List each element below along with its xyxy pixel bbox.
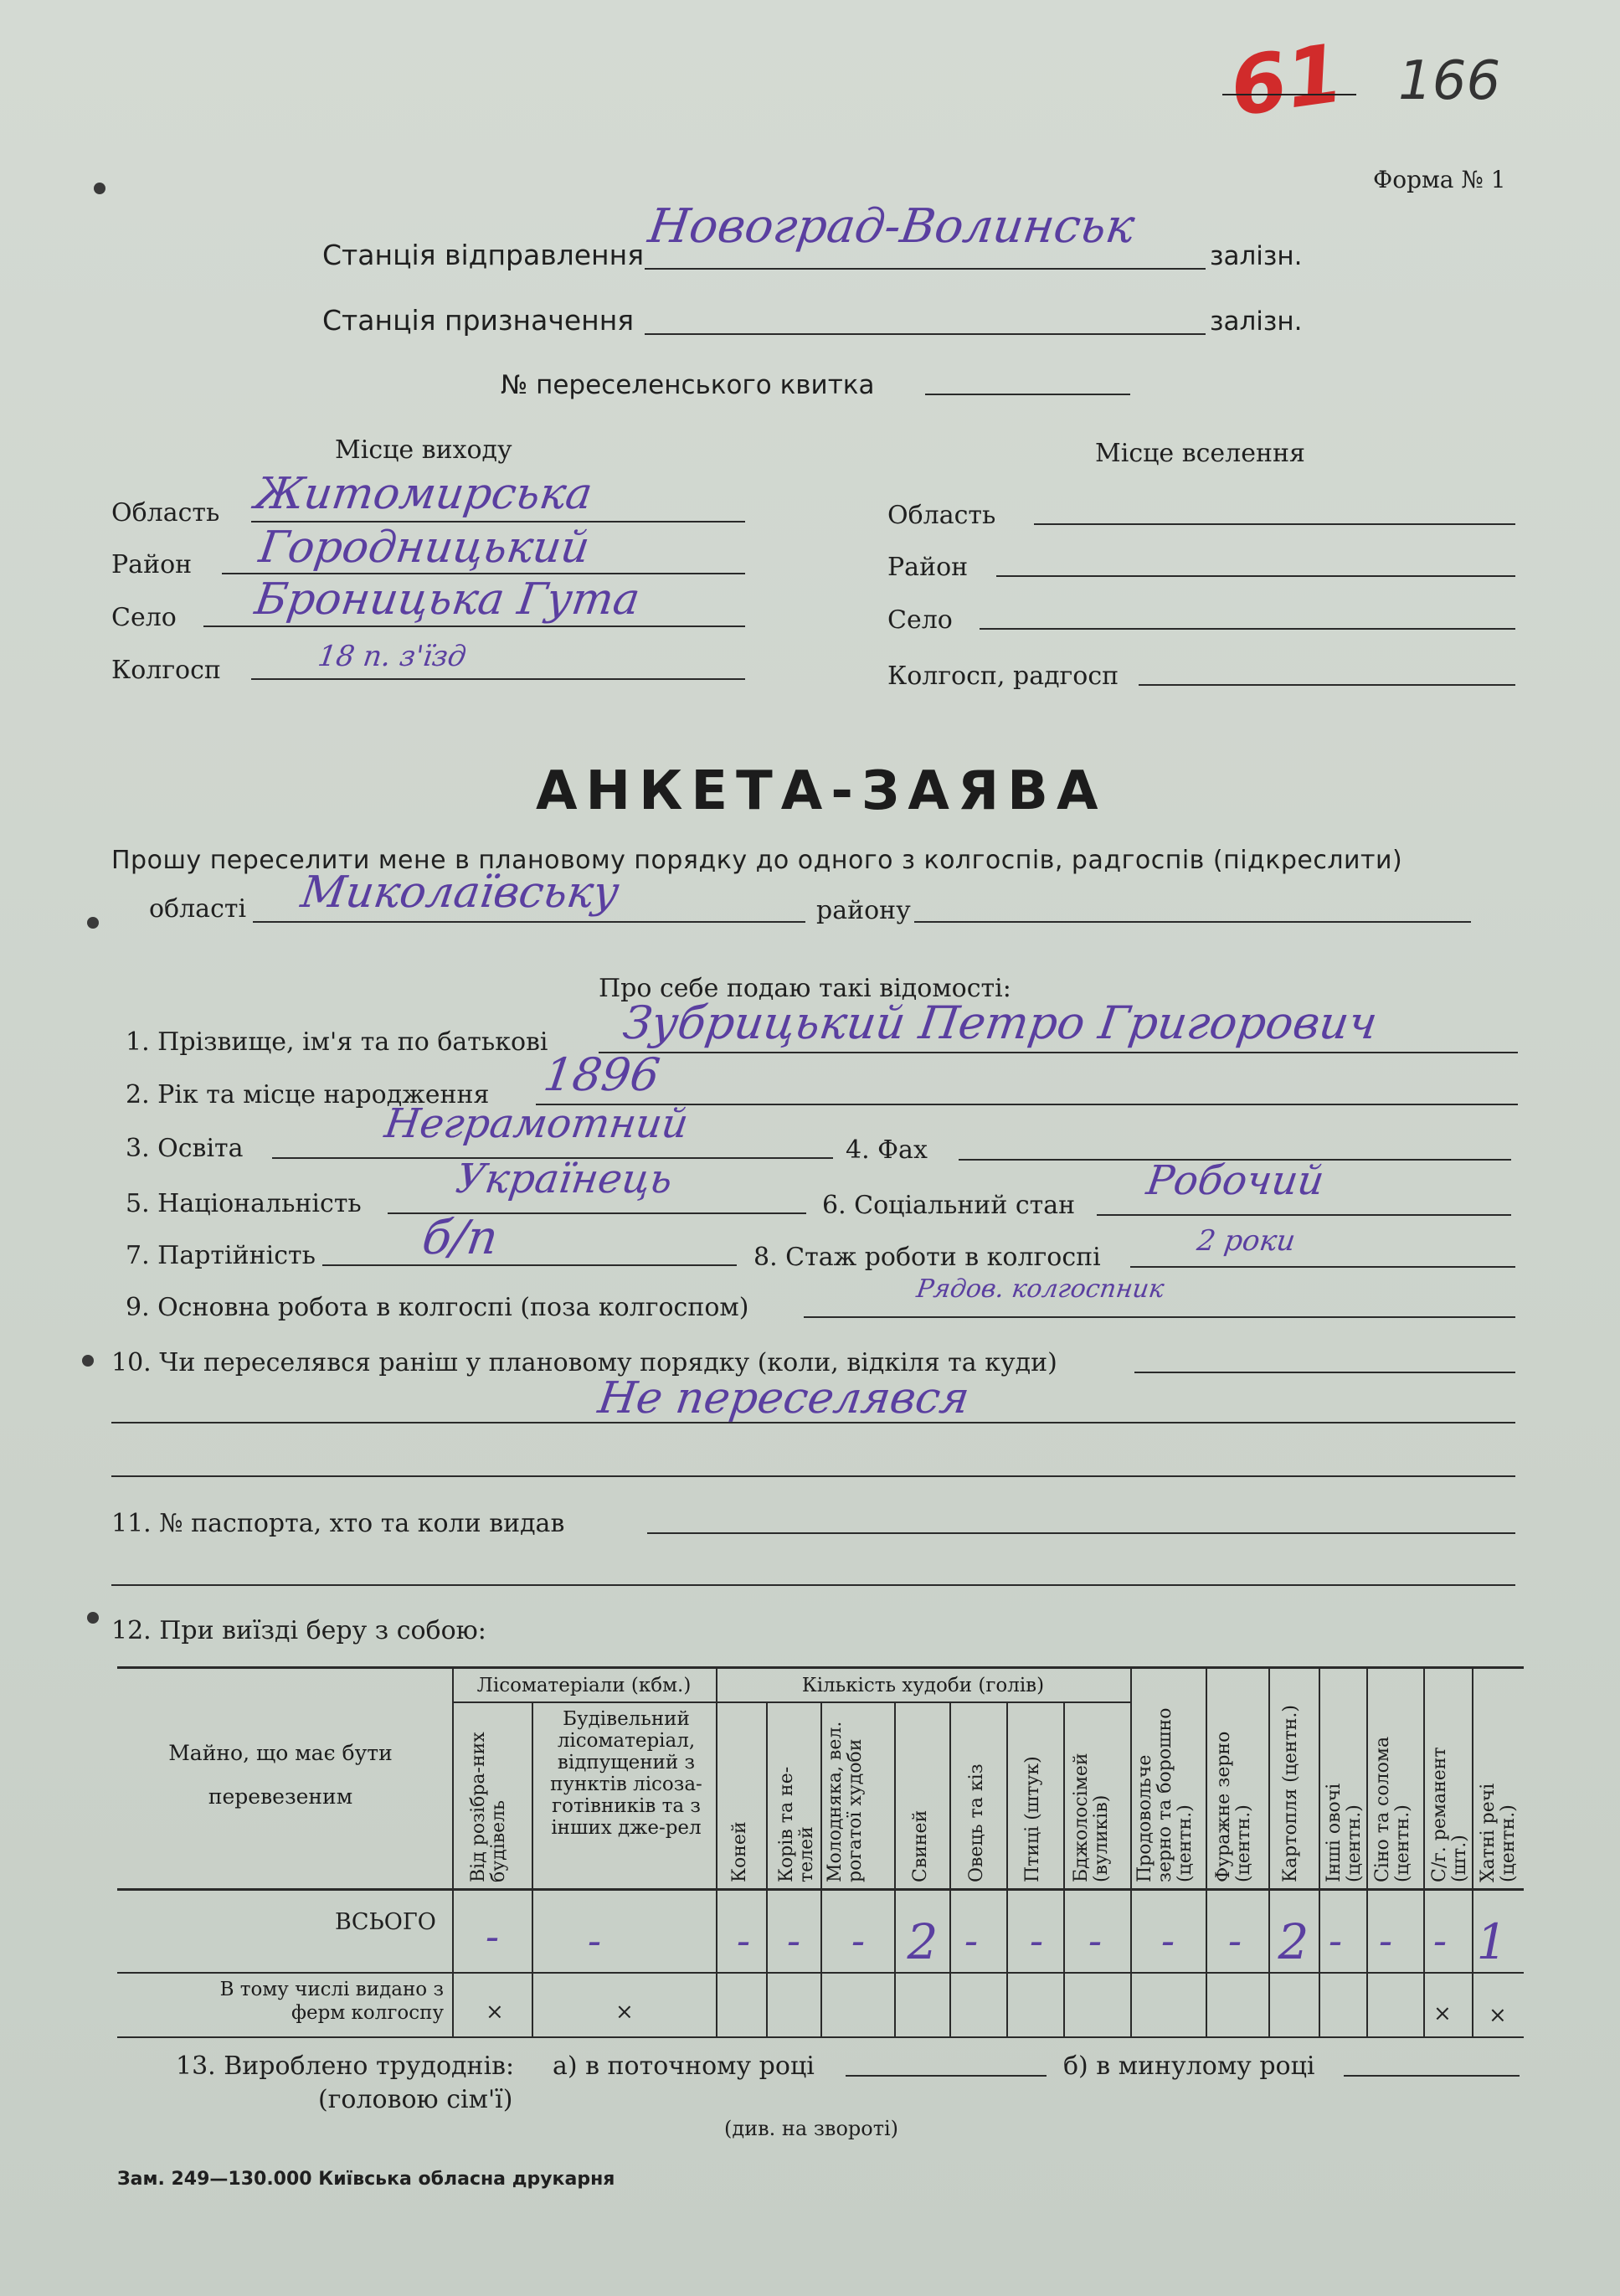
item-10-line [1134,1372,1515,1373]
total-cell: - [736,1918,751,1964]
total-cell: - [851,1918,866,1964]
destination-kolhosp-label: Колгосп, радгосп [887,662,1119,691]
total-cell: - [1432,1918,1448,1964]
item-2-label: 2. Рік та місце народження [126,1080,490,1109]
printer-imprint: Зам. 249—130.000 Київська обласна друкарня [117,2169,615,2190]
total-cell: 1 [1476,1913,1508,1970]
col-header-poultry: Птиці (штук) [1022,1756,1043,1882]
destination-station-label: Станція призначення [322,304,635,337]
col-header-sheep: Овець та кіз [966,1763,987,1882]
destination-kolhosp-line [1139,684,1515,686]
item-10-value: Не переселявся [594,1373,973,1423]
departure-station-value: Новоград-Волинськ [645,199,1139,254]
col-header-young-cattle: Молодняка, вел. рогатої худоби [825,1721,866,1882]
destination-heading: Місце вселення [1095,439,1305,468]
ticket-number-line [925,394,1130,395]
col-divider [1206,1666,1207,2036]
destination-raion-line [996,575,1515,577]
item-9-line [804,1316,1515,1318]
col-header-dismantled: Від розібра-них будівель [468,1732,509,1882]
form-title: АНКЕТА-ЗАЯВА [536,760,1107,822]
item-8-label: 8. Стаж роботи в колгоспі [753,1243,1101,1272]
punch-mark [87,1612,99,1624]
destination-oblast-line [1034,523,1515,525]
item-1-line [599,1052,1518,1053]
total-cell: - [1029,1918,1044,1964]
col-divider [716,1666,717,2036]
origin-selo-value: Броницька Гута [251,574,643,625]
departure-station-label: Станція відправлення [322,239,645,271]
farm-cell: × [486,2000,504,2025]
destination-raion-label: Район [887,553,969,582]
col-header-tools: С/г. реманент (шт.) [1429,1747,1470,1882]
item-13-sublabel: (головою сім'ї) [318,2085,513,2114]
total-cell: 2 [907,1913,939,1970]
col-divider [949,1701,951,2036]
item-13-label: 13. Вироблено трудоднів: [176,2051,515,2081]
item-13-a-label: а) в поточному році [553,2051,815,2081]
col-header-fodder-grain: Фуражне зерно (центн.) [1213,1731,1254,1882]
item-13-a-line [846,2075,1047,2077]
col-divider [532,1701,533,2036]
item-11-line-2 [111,1584,1515,1586]
table-bottom-border [117,2036,1524,2038]
item-8-line [1130,1266,1515,1268]
form-number: Форма № 1 [1373,166,1506,193]
destination-oblast-label: Область [887,501,996,530]
total-cell: - [786,1918,801,1964]
farm-cell: × [615,2000,634,2025]
item-9-value: Рядов. колгоспник [914,1274,1166,1304]
col-divider [452,1666,454,2036]
origin-kolhosp-label: Колгосп [111,656,221,685]
request-text: Прошу переселити мене в плановому порядку до одного з колгоспів, радгоспів (підкреслити) [111,846,1403,875]
item-1-label: 1. Прізвище, ім'я та по батькові [126,1027,548,1057]
total-cell: - [964,1918,979,1964]
col-header-building-timber: Будівельний лісоматеріал, відпущений з пунктів лісоза-готівників та з інших дже-рел [550,1708,702,1839]
row-farm-label: В тому числі видано з ферм колгоспу [219,1979,444,2024]
col-header-household: Хатні речі (центн.) [1478,1783,1519,1882]
origin-kolhosp-value: 18 п. з'їзд [316,640,469,673]
col-divider [1130,1666,1132,2036]
col-divider [1268,1666,1270,2036]
destination-station-suffix: залізн. [1210,306,1303,337]
item-6-line [1097,1214,1511,1216]
request-oblast-label: області [149,894,247,924]
punch-mark [94,183,105,194]
col-divider [1063,1701,1065,2036]
item-3-value: Неграмотний [382,1100,692,1147]
destination-station-line [645,333,1206,335]
ticket-number-label: № переселенського квитка [501,370,875,400]
item-12-label: 12. При виїзді беру з собою: [111,1616,486,1645]
item-13-b-label: б) в минулому році [1063,2051,1315,2081]
origin-raion-label: Район [111,550,193,579]
table-top-border [117,1666,1524,1669]
col-header-cows: Корів та не-телей [776,1766,817,1882]
archive-strike-line [1222,94,1356,95]
item-3-label: 3. Освіта [126,1134,244,1163]
origin-raion-value: Городницький [255,523,593,573]
total-cell: - [1088,1918,1103,1964]
item-6-label: 6. Соціальний стан [822,1191,1076,1220]
col-header-horses: Коней [729,1821,750,1882]
request-oblast-line [253,921,805,923]
col-header-pigs: Свиней [910,1810,931,1882]
col-divider [1006,1701,1008,2036]
row-header-label: Майно, що має бути перевезеним [168,1741,393,1809]
origin-selo-label: Село [111,603,177,632]
item-7-label: 7. Партійність [126,1241,316,1270]
origin-selo-line [203,625,745,627]
farm-cell: × [1433,2001,1452,2026]
col-divider [820,1701,822,2036]
departure-station-suffix: залізн. [1210,241,1303,271]
origin-oblast-value: Житомирська [251,469,596,519]
total-cell: - [1378,1918,1393,1964]
archive-new-number: 166 [1398,50,1501,112]
total-cell: - [1227,1918,1242,1964]
row-total-label: ВСЬОГО [335,1909,436,1935]
item-2-value: 1896 [540,1048,663,1101]
item-1-value: Зубрицький Петро Григорович [620,996,1381,1049]
item-5-value: Українець [453,1156,676,1202]
punch-mark [87,917,99,929]
origin-heading: Місце виходу [335,435,512,465]
reverse-note: (див. на звороті) [724,2117,899,2140]
origin-kolhosp-line [251,678,745,680]
punch-mark [82,1355,94,1367]
item-13-b-line [1344,2075,1520,2077]
farm-cell: × [1489,2003,1507,2028]
origin-oblast-label: Область [111,498,220,528]
item-10-line-3 [111,1475,1515,1477]
total-cell: - [1328,1918,1343,1964]
destination-selo-label: Село [887,605,953,635]
group-livestock-label: Кількість худоби (голів) [801,1675,1045,1696]
col-header-other-veg: Інші овочі (центн.) [1324,1783,1365,1882]
col-header-hay: Сіно та солома (центн.) [1372,1736,1413,1882]
col-divider [1472,1666,1473,2036]
item-10-label: 10. Чи переселявся раніш у плановому порядку (коли, відкіля та куди) [111,1348,1057,1377]
item-7-line [322,1264,737,1266]
archive-old-number: 61 [1224,26,1349,135]
total-cell: - [485,1913,500,1960]
col-header-food-grain: Продовольче зерно та борошно (центн.) [1134,1707,1196,1882]
item-11-line [647,1532,1515,1534]
col-divider [1423,1666,1425,2036]
request-raion-line [914,921,1471,923]
col-header-bees: Бджолосімей (вуликів) [1071,1753,1112,1882]
request-raion-label: району [816,896,911,925]
group-timber-label: Лісоматеріали (кбм.) [476,1675,692,1696]
col-divider [894,1701,896,2036]
destination-selo-line [980,628,1515,630]
item-6-value: Робочий [1144,1157,1328,1204]
item-7-value: б/п [419,1211,501,1265]
col-divider [766,1701,768,2036]
departure-station-line [645,268,1206,270]
intro-text: Про себе подаю такі відомості: [599,974,1011,1003]
total-cell: 2 [1278,1913,1309,1970]
item-9-label: 9. Основна робота в колгоспі (поза колгоспом) [126,1293,749,1322]
request-oblast-value: Миколаївську [297,867,622,918]
item-5-label: 5. Національність [126,1189,362,1218]
item-8-value: 2 роки [1195,1224,1298,1258]
total-cell: - [1160,1918,1175,1964]
col-divider [1319,1666,1320,2036]
table-group-divider [452,1701,1130,1703]
item-4-label: 4. Фах [846,1135,928,1165]
col-header-potatoes: Картопля (центн.) [1280,1705,1301,1882]
total-cell: - [587,1918,602,1964]
col-divider [1366,1666,1368,2036]
item-11-label: 11. № паспорта, хто та коли видав [111,1509,565,1538]
